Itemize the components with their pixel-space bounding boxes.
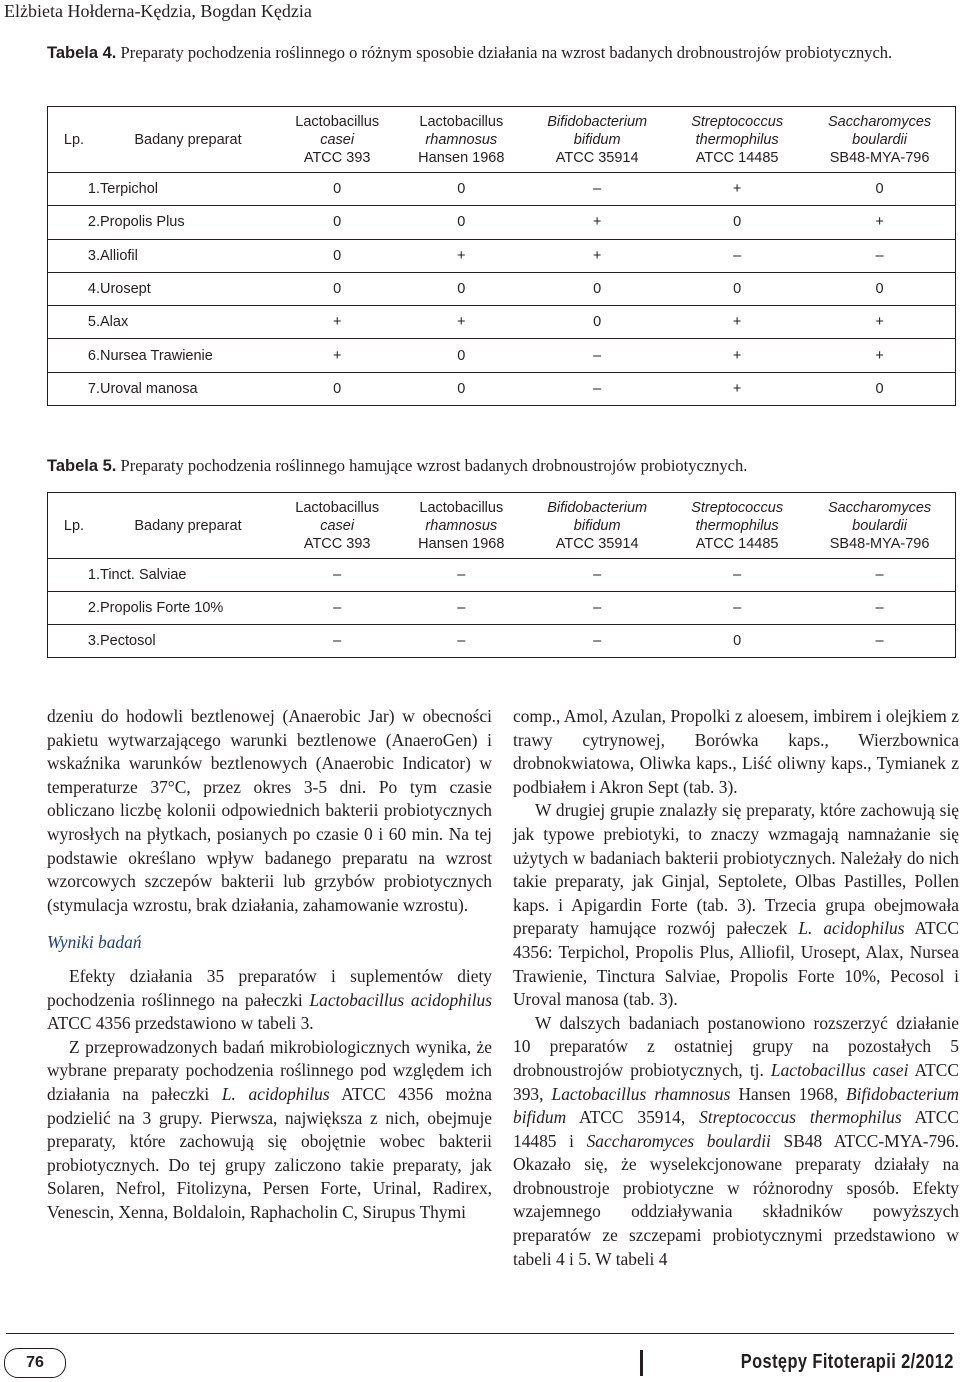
header-species: casei [320,517,355,534]
effect-value: 0 [524,272,670,305]
row-number: 7. [48,372,101,405]
effect-value: + [398,306,524,339]
table4 [47,106,956,406]
effect-value: – [524,592,670,625]
table-row [48,592,956,625]
table5-body [48,559,956,658]
text-run-italic: Bifidobacterium bifidum [513,1083,959,1128]
left-paragraph-2 [47,965,492,1036]
table5 [47,492,956,658]
effect-value: – [398,559,524,592]
effect-value: – [276,559,398,592]
effect-value: – [524,339,670,372]
effect-value: + [670,339,804,372]
table5-header-row [48,493,956,559]
effect-value: 0 [804,272,955,305]
body-right-column [513,705,959,1271]
header-genus: Lactobacillus [419,113,504,130]
header-species: thermophilus [695,517,779,534]
text-run-italic: Lactobacillus rhamnosus [551,1083,731,1104]
row-number: 3. [48,625,101,658]
header-strain: Hansen 1968 [418,535,505,552]
effect-value: – [804,592,955,625]
effect-value: – [804,559,955,592]
table-row [48,173,956,206]
header-species: rhamnosus [425,517,498,534]
text-run-italic: L. acidophilus [221,1083,330,1104]
table4-label: Tabela 4. [47,44,117,62]
effect-value: – [524,559,670,592]
header-strain: ATCC 35914 [555,149,639,166]
table4-header-col-3 [524,107,670,173]
text-run: W drugiej grupie znalazły się preparaty, które zachowują się jak typowe prebiotyki, to znaczy wzmagają namnażanie się użytych w badaniach bakterii probiotycznych. Należały do nich takie preparaty, jak Ginjal, Septolete, Olbas Pastilles, Pollen kaps. i Apigardin Forte (tab. 3). Trzecia grupa obejmowała preparaty hamujące rozwój pałeczek [513,800,959,939]
effect-value: – [804,239,955,272]
body-left-column [47,705,492,1224]
table5-header-lp: Lp. [48,493,101,559]
table5-header-col-5 [804,493,955,559]
effect-value: + [804,206,955,239]
row-number: 5. [48,306,101,339]
header-genus: Bifidobacterium [547,499,648,516]
text-run: ATCC 14485 i [513,1107,960,1151]
table-row [48,559,956,592]
header-genus: Lactobacillus [295,113,380,130]
text-run: Efekty działania 35 preparatów i suplementów diety pochodzenia roślinnego na pałeczki [47,965,492,1010]
preparation-name: Tinct. Salviae [100,559,276,592]
effect-value: 0 [276,272,398,305]
row-number: 3. [48,239,101,272]
preparation-name: Propolis Forte 10% [100,592,276,625]
preparation-name: Propolis Plus [100,206,276,239]
header-strain: ATCC 393 [303,149,371,166]
effect-value: 0 [276,239,398,272]
table-row [48,239,956,272]
table5-label: Tabela 5. [47,457,117,475]
text-run-italic: Streptococcus thermophilus [699,1107,902,1128]
effect-value: + [398,239,524,272]
effect-value: 0 [670,206,804,239]
text-run-italic: Lactobacillus acidophilus [309,989,493,1010]
preparation-name: Alax [100,306,276,339]
header-genus: Lactobacillus [295,499,380,516]
text-run: W dalszych badaniach postanowiono rozszerzyć działanie 10 preparatów z ostatniej grupy na pozostałych 5 drobnoustrojów probiotycznych, tj. [513,1012,959,1080]
preparation-name: Terpichol [100,173,276,206]
text-run-italic: L. acidophilus [798,918,905,939]
effect-value: 0 [398,272,524,305]
table5-header-col-1 [276,493,398,559]
header-species: casei [320,131,355,148]
table4-header-lp: Lp. [48,107,101,173]
effect-value: 0 [276,206,398,239]
table-row [48,306,956,339]
header-genus: Saccharomyces [828,113,932,130]
header-species: rhamnosus [425,131,498,148]
header-species: boulardii [852,517,907,534]
effect-value: 0 [398,339,524,372]
effect-value: + [804,306,955,339]
text-run: ATCC 35914, [566,1107,700,1128]
page-number: 76 [4,1348,66,1378]
table5-header-col-4 [670,493,804,559]
effect-value: 0 [398,206,524,239]
text-run-italic: Saccharomyces boulardii [586,1130,771,1151]
effect-value: 0 [670,272,804,305]
table4-header-col-4 [670,107,804,173]
row-number: 4. [48,272,101,305]
header-species: bifidum [573,131,621,148]
effect-value: + [524,206,670,239]
effect-value: 0 [276,173,398,206]
row-number: 6. [48,339,101,372]
footer-separator [640,1350,643,1376]
text-run: Z przeprowadzonych badań mikrobiologicznych wynika, że wybrane preparaty pochodzenia roślinnego pod względem ich działania na pałeczki [47,1036,492,1104]
text-run: Hansen 1968, [730,1083,846,1104]
running-header-authors: Elżbieta Hołderna-Kędzia, Bogdan Kędzia [4,1,312,21]
table4-header-col-5 [804,107,955,173]
table-row [48,625,956,658]
effect-value: – [804,625,955,658]
journal-title: Postępy Fitoterapii 2/2012 [740,1351,954,1373]
effect-value: – [670,592,804,625]
text-run-italic: Lactobacillus casei [770,1059,909,1080]
footer-rule-top [6,1333,954,1334]
text-run: ATCC 4356 przedstawiono w tabeli 3. [47,1013,314,1034]
header-genus: Streptococcus [691,113,784,130]
header-strain: SB48-MYA-796 [829,149,930,166]
effect-value: + [276,306,398,339]
header-species: bifidum [573,517,621,534]
effect-value: – [398,625,524,658]
table4-caption-text: Preparaty pochodzenia roślinnego o różnym sposobie działania na wzrost badanych drobnoustrojów probiotycznych. [116,43,893,62]
header-strain: Hansen 1968 [418,149,505,166]
preparation-name: Pectosol [100,625,276,658]
right-paragraph-1: comp., Amol, Azulan, Propolki z aloesem, imbirem i olejkiem z trawy cytrynowej, Borówka kaps., Wierzbownica drobnokwiatowa, Oliwka kaps., Liść oliwny kaps., Tymianek z podbiałem i Akron Sept (tab. 3). [513,706,959,797]
preparation-name: Urosept [100,272,276,305]
table5-header-col-3 [524,493,670,559]
table5-header-col-2 [398,493,524,559]
header-species: boulardii [852,131,907,148]
effect-value: 0 [804,372,955,405]
text-run: ATCC 4356 można podzielić na 3 grupy. Pierwsza, największa z nich, obejmuje preparaty, które zachowują się obojętnie wobec bakterii probiotycznych. Do tej grupy zaliczono takie preparaty, jak Solaren, Nefrol, Fitolizyna, Persen Forte, Urinal, Radirex, Venescin, Xenna, Boldaloin, Raphacholin C, Sirupus Thymi [47,1083,492,1222]
effect-value: – [670,239,804,272]
header-genus: Lactobacillus [419,499,504,516]
effect-value: 0 [670,625,804,658]
effect-value: – [524,625,670,658]
header-genus: Saccharomyces [828,499,932,516]
effect-value: 0 [398,372,524,405]
header-species: thermophilus [695,131,779,148]
table4-header-row [48,107,956,173]
table4-caption [47,42,947,64]
table-row [48,206,956,239]
effect-value: + [276,339,398,372]
row-number: 2. [48,206,101,239]
effect-value: – [276,625,398,658]
header-strain: ATCC 14485 [695,535,779,552]
section-heading-results: Wyniki badań [47,932,142,953]
header-strain: ATCC 35914 [555,535,639,552]
table4-header-col-2 [398,107,524,173]
table4-body [48,173,956,406]
text-run: ATCC 4356: Terpichol, Propolis Plus, Alliofil, Urosept, Alax, Nursea Trawienie, Tinctura Salviae, Propolis Forte 10%, Pecosol i Uroval manosa (tab. 3). [513,918,959,1010]
effect-value: 0 [276,372,398,405]
preparation-name: Uroval manosa [100,372,276,405]
effect-value: – [398,592,524,625]
header-strain: ATCC 393 [303,535,371,552]
table-row [48,372,956,405]
effect-value: + [670,306,804,339]
header-strain: SB48-MYA-796 [829,535,930,552]
row-number: 1. [48,173,101,206]
effect-value: – [524,372,670,405]
effect-value: 0 [398,173,524,206]
effect-value: 0 [524,306,670,339]
effect-value: – [276,592,398,625]
row-number: 1. [48,559,101,592]
effect-value: – [524,173,670,206]
table-row [48,339,956,372]
header-genus: Bifidobacterium [547,113,648,130]
row-number: 2. [48,592,101,625]
left-paragraph-1: dzeniu do hodowli beztlenowej (Anaerobic Jar) w obecności pakietu wytwarzającego warunki beztlenowe (AnaeroGen) i wskaźnika warunków beztlenowych (Anaerobic Indicator) w temperaturze 37°C, przez okres 3-5 dni. Po tym czasie obliczano liczbę kolonii odpowiednich bakterii probiotycznych wyrosłych na płytkach, posianych po czasie 0 i 60 min. Na tej podstawie określano wpływ badanego preparatu na wzrost wzorcowych szczepów bakterii lub grzybów probiotycznych (stymulacja wzrostu, brak działania, zahamowanie wzrostu). [47,706,492,915]
table5-caption-text: Preparaty pochodzenia roślinnego hamujące wzrost badanych drobnoustrojów probiotycznych. [116,456,748,475]
preparation-name: Nursea Trawienie [100,339,276,372]
effect-value: 0 [804,173,955,206]
text-run: SB48 ATCC-MYA-796. Okazało się, że wyselekcjonowane preparaty działały na drobnoustroje probiotyczne w różnorodny sposób. Efekty wzajemnego oddziaływania składników powyższych preparatów ze szczepami probiotycznymi przedstawiono w tabeli 4 i 5. W tabeli 4 [513,1130,959,1269]
effect-value: + [670,173,804,206]
effect-value: – [670,559,804,592]
preparation-name: Alliofil [100,239,276,272]
table-row [48,272,956,305]
effect-value: + [524,239,670,272]
text-run: ATCC 393, [513,1059,959,1104]
table5-caption [47,455,947,477]
header-strain: ATCC 14485 [695,149,779,166]
effect-value: + [804,339,955,372]
right-paragraph-2 [513,799,959,1011]
left-paragraph-3 [47,1036,492,1225]
effect-value: + [670,372,804,405]
right-paragraph-3 [513,1012,959,1272]
header-genus: Streptococcus [691,499,784,516]
table4-header-col-1 [276,107,398,173]
table4-header-prep: Badany preparat [100,107,276,173]
table5-header-prep: Badany preparat [100,493,276,559]
